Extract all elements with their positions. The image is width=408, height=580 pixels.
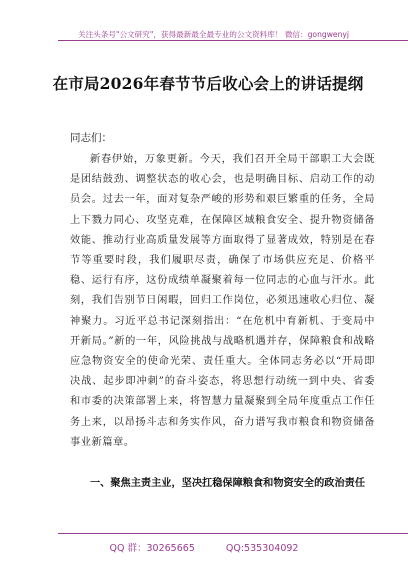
- page-header: [58, 0, 408, 42]
- footer-qq-group: QQ 群：30265665: [109, 543, 195, 554]
- body-paragraph: 新春伊始，万象更新。今天，我们召开全局干部职工大会既是团结鼓劲、调整状态的收心会，也是明确目标、启动工作的动员会。过去一年，面对复杂严峻的形势和艰巨繁重的任务，全局上下戮力同心、攻坚克难，在保障区域粮食安全、提升物资储备效能、推动行业高质量发展等方面取得了显著成效，特别是在春节等重要时段，我们履职尽责，确保了市场供应充足、价格平稳、运行有序，这份成绩单凝聚着每一位同志的心血与汗水。此刻，我们告别节日闲暇，回归工作岗位，必须迅速收心归位、凝神聚力。习近平总书记深刻指出：“在危机中育新机、于变局中开新局。”新的一年，风险挑战与战略机遇并存，保障粮食和战略应急物资安全的使命光荣、责任重大。全体同志务必以“开局即决战、起步即冲刺”的奋斗姿态，将思想行动统一到中央、省委和市委的决策部署上来，将智慧力量凝聚到全局年度重点工作任务上来，以昂扬斗志和务实作风，奋力谱写我市粮食和物资储备事业新篇章。: [70, 154, 375, 448]
- header-divider: [58, 40, 408, 41]
- header-banner: 关注头条号"公文研究"，获得最新最全最专业的公文资料库！ 微信：gongwenyj: [78, 30, 350, 39]
- footer-qq: QQ:535304092: [225, 543, 299, 554]
- section-heading: 一、聚焦主责主业，坚决扛稳保障粮食和物资安全的政治责任: [90, 478, 366, 489]
- document-title: 在市局2026年春节节后收心会上的讲话提纲: [52, 74, 364, 93]
- salutation: 同志们：: [70, 132, 112, 144]
- footer-divider: [58, 533, 408, 534]
- page-footer: [0, 540, 408, 554]
